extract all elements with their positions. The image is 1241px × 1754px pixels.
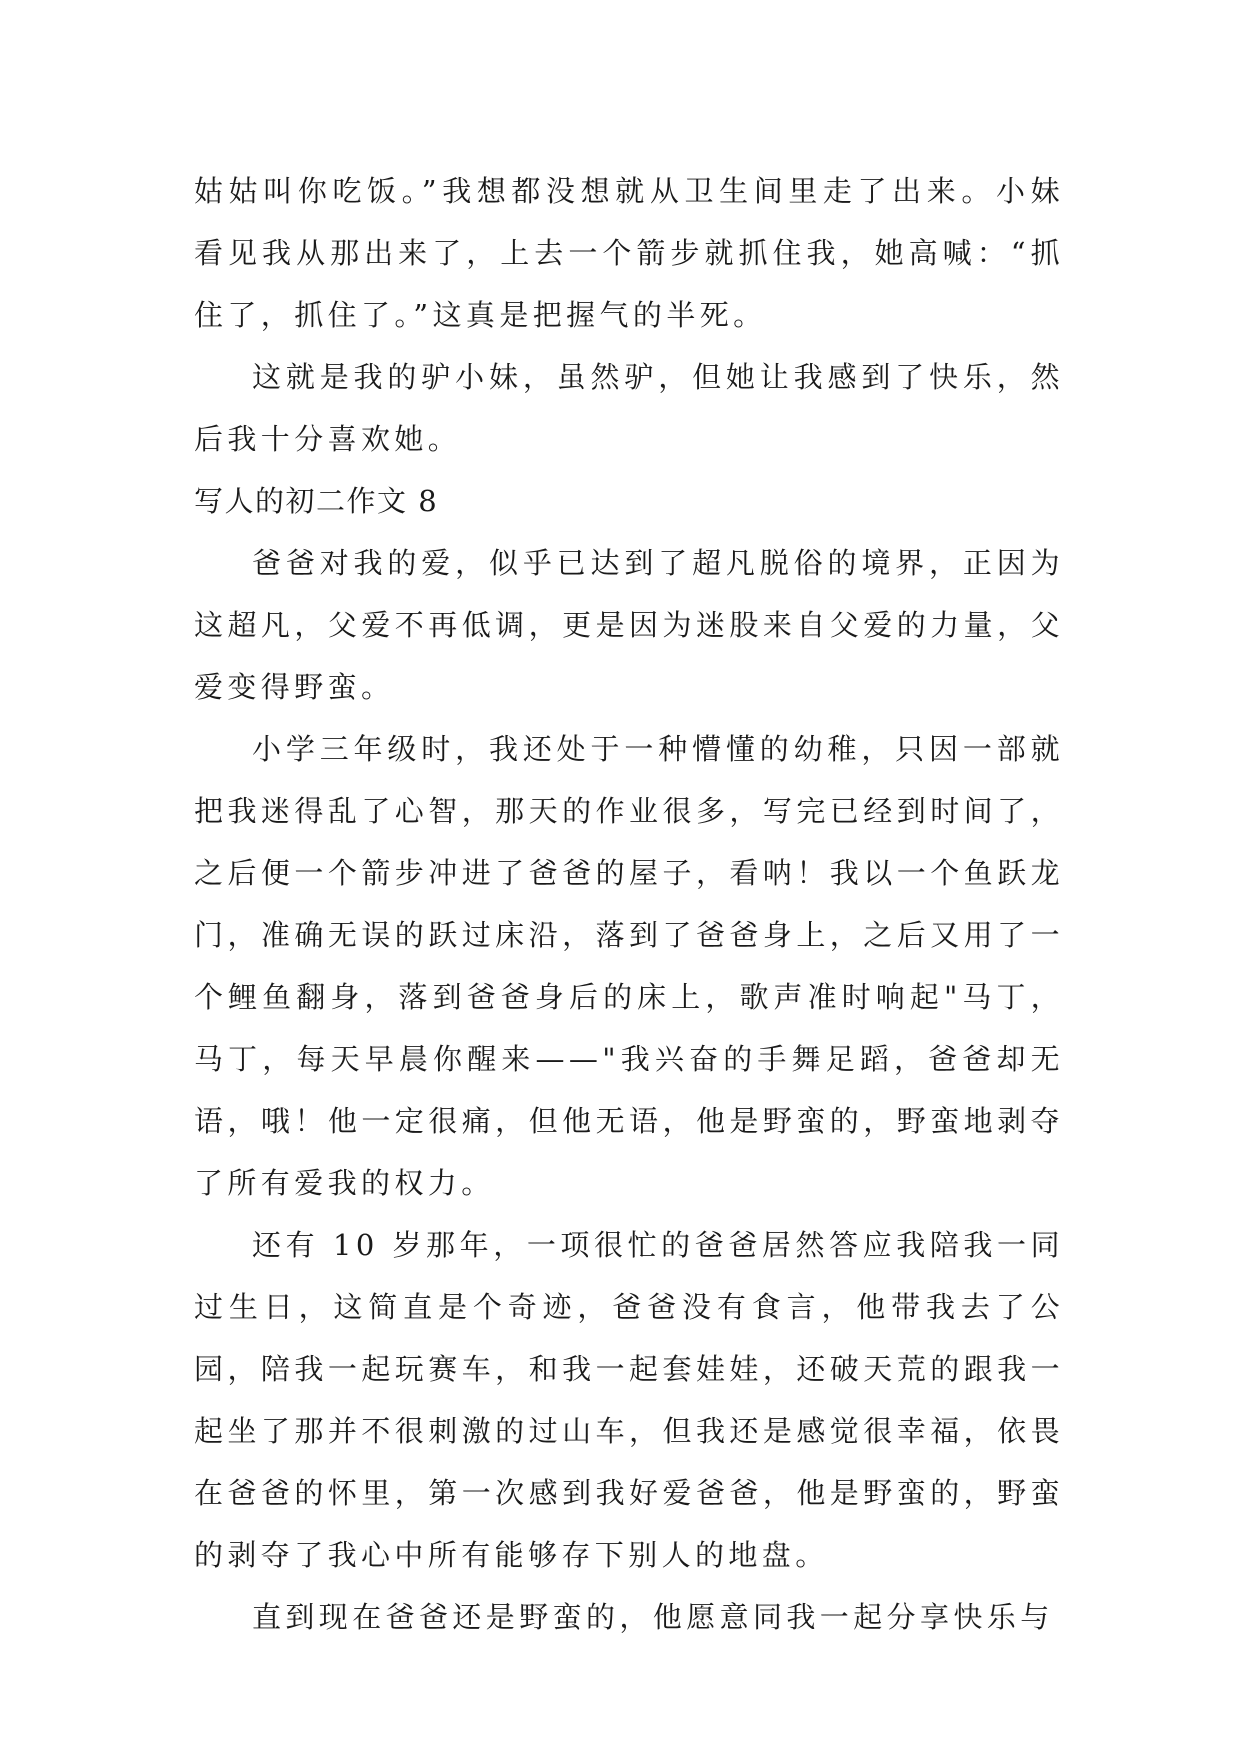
paragraph-father-love: 爸爸对我的爱，似乎已达到了超凡脱俗的境界，正因为这超凡，父爱不再低调，更是因为迷股来自父爱的力量，父爱变得野蛮。 <box>194 546 1064 704</box>
paragraph-continuation: 姑姑叫你吃饭。”我想都没想就从卫生间里走了出来。小妹看见我从那出来了，上去一个箭步就抓住我，她高喊：“抓住了，抓住了。”这真是把握气的半死。 <box>194 174 1064 332</box>
paragraph-third-grade: 小学三年级时，我还处于一种懵懂的幼稚，只因一部就把我迷得乱了心智，那天的作业很多，写完已经到时间了，之后便一个箭步冲进了爸爸的屋子，看呐！我以一个鱼跃龙门，准确无误的跃过床沿，落到了爸爸身上，之后又用了一个鲤鱼翻身，落到爸爸身后的床上，歌声准时响起"马丁，马丁，每天早晨你醒来——"我兴奋的手舞足蹈，爸爸却无语，哦！他一定很痛，但他无语，他是野蛮的，野蛮地剥夺了所有爱我的权力。 <box>194 732 1064 1200</box>
essay-title: 写人的初二作文 8 <box>194 484 439 518</box>
paragraph-birthday: 还有 10 岁那年，一项很忙的爸爸居然答应我陪我一同过生日，这简直是个奇迹，爸爸没有食言，他带我去了公园，陪我一起玩赛车，和我一起套娃娃，还破天荒的跟我一起坐了那并不很刺激的过山车，但我还是感觉很幸福，依畏在爸爸的怀里，第一次感到我好爱爸爸，他是野蛮的，野蛮的剥夺了我心中所有能够存下别人的地盘。 <box>194 1228 1064 1572</box>
document-body <box>194 160 1064 1648</box>
paragraph-until-now: 直到现在爸爸还是野蛮的，他愿意同我一起分享快乐与 <box>252 1600 1054 1634</box>
paragraph-little-sister: 这就是我的驴小妹，虽然驴，但她让我感到了快乐，然后我十分喜欢她。 <box>194 360 1064 456</box>
